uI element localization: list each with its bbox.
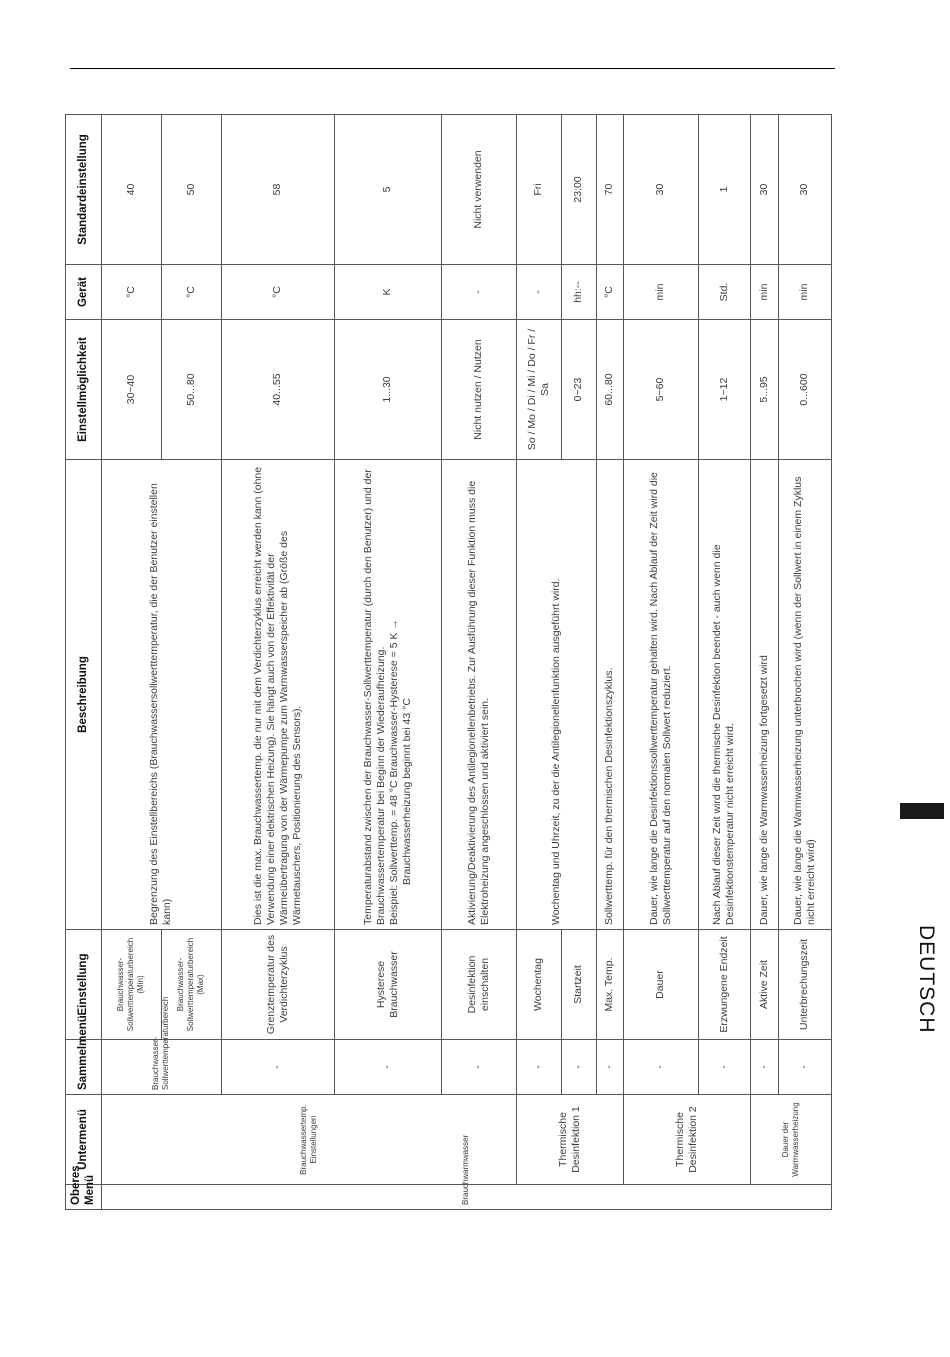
table-row <box>441 115 516 1210</box>
setting-cell: Brauchwasser-Sollwerttemperaturbereich (Max) <box>161 930 221 1040</box>
submenu-cell: Thermische Desinfektion 2 <box>623 1095 750 1185</box>
setting-cell: Dauer <box>623 930 698 1040</box>
setting-cell: Max. Temp. <box>596 930 623 1040</box>
unit-cell: °C <box>161 265 221 320</box>
table-row <box>623 115 698 1210</box>
collective-cell: - <box>516 1040 561 1095</box>
unit-cell: - <box>516 265 561 320</box>
collective-cell: - <box>778 1040 831 1095</box>
table-row <box>334 115 441 1210</box>
description-text: Temperaturabstand zwischen der Brauchwasser-Sollwerttemperatur (durch den Benutzer) und der Brauchwassertemperatur bei Beginn der Wiederaufheizung. <box>361 469 387 925</box>
unit-cell: min <box>778 265 831 320</box>
collective-cell: - <box>221 1040 334 1095</box>
setting-cell: Unterbrechungszeit <box>778 930 831 1040</box>
option-cell: Nicht nutzen / Nutzen <box>441 320 516 460</box>
table-row <box>596 115 623 1210</box>
settings-table-rotated <box>65 115 830 1210</box>
collective-cell: - <box>441 1040 516 1095</box>
unit-cell: min <box>623 265 698 320</box>
unit-cell: °C <box>221 265 334 320</box>
description-example-result: Brauchwasserheizung beginnt bei 43 °C <box>400 698 413 885</box>
language-tab-marker <box>900 803 944 819</box>
table-row <box>221 115 334 1210</box>
setting-cell: Brauchwasser-Sollwerttemperaturbereich (Min) <box>101 930 161 1040</box>
submenu-cell: Dauer der Warmwasserheizung <box>750 1095 831 1185</box>
col-header: Sammelmenü <box>66 1040 102 1095</box>
top-menu-cell: Brauchwarmwasser <box>101 1185 831 1210</box>
collective-cell: Brauchwasser-Sollwerttemperaturbereich <box>101 1040 221 1095</box>
collective-cell: - <box>623 1040 698 1095</box>
unit-cell: - <box>441 265 516 320</box>
unit-cell: Std. <box>698 265 750 320</box>
col-header: Standardeinstellung <box>66 115 102 265</box>
table-row <box>101 115 161 1210</box>
default-cell: 1 <box>698 115 750 265</box>
table-row <box>698 115 750 1210</box>
description-cell: Aktivierung/Deaktivierung des Antilegionellenbetriebs. Zur Ausführung dieser Funktion muss die Elektroheizung angeschlossen und aktiviert sein. <box>441 460 516 930</box>
description-cell: Dies ist die max. Brauchwassertemp. die nur mit dem Verdichterzyklus erreicht werden kann (ohne Verwendung einer elektrischen Heizung). Sie hängt auch von der Effektivität der Wärmeübertragung von der Wärmepumpe zum Warmwasserspeicher ab (Größe des Wärmetauschers, Positionierung des Sensors). <box>221 460 334 930</box>
header-row <box>66 115 102 1210</box>
unit-cell: hh:-- <box>561 265 596 320</box>
default-cell: Fri <box>516 115 561 265</box>
collective-cell: - <box>334 1040 441 1095</box>
setting-cell: Desinfektion einschalten <box>441 930 516 1040</box>
default-cell: 58 <box>221 115 334 265</box>
default-cell: 30 <box>778 115 831 265</box>
option-cell: 0...600 <box>778 320 831 460</box>
col-header: Gerät <box>66 265 102 320</box>
option-cell: 1...30 <box>334 320 441 460</box>
default-cell: Nicht verwenden <box>441 115 516 265</box>
unit-cell: °C <box>596 265 623 320</box>
setting-cell: Grenztemperatur des Verdichterzyklus <box>221 930 334 1040</box>
setting-cell: Aktive Zeit <box>750 930 778 1040</box>
description-cell: Dauer, wie lange die Warmwasserheizung unterbrochen wird (wenn der Sollwert in einem Zyklus nicht erreicht wird) <box>778 460 831 930</box>
default-cell: 40 <box>101 115 161 265</box>
collective-cell: - <box>561 1040 596 1095</box>
setting-cell: Erzwungene Endzeit <box>698 930 750 1040</box>
option-cell: 0~23 <box>561 320 596 460</box>
description-example: Beispiel: Sollwerttemp. = 48 °C Brauchwasser-Hysterese = 5 K → <box>387 619 400 925</box>
col-header: Untermenü <box>66 1095 102 1185</box>
col-header: Beschreibung <box>66 460 102 930</box>
description-cell: Wochentag und Uhrzeit, zu der die Antilegionellenfunktion ausgeführt wird. <box>516 460 596 930</box>
option-cell: 50...80 <box>161 320 221 460</box>
unit-cell: °C <box>101 265 161 320</box>
header-rule <box>70 68 835 69</box>
collective-cell: - <box>750 1040 778 1095</box>
option-cell: 1~12 <box>698 320 750 460</box>
collective-cell: - <box>596 1040 623 1095</box>
col-header: Einstellmöglichkeit <box>66 320 102 460</box>
col-header: Oberes Menü <box>66 1185 102 1210</box>
default-cell: 50 <box>161 115 221 265</box>
description-cell: Sollwerttemp. für den thermischen Desinfektionszyklus. <box>596 460 623 930</box>
submenu-cell: Brauchwassertemp. Einstellungen <box>101 1095 516 1185</box>
table-row <box>750 115 778 1210</box>
description-cell: Dauer, wie lange die Warmwasserheizung fortgesetzt wird <box>750 460 778 930</box>
table-row <box>516 115 561 1210</box>
unit-cell: K <box>334 265 441 320</box>
option-cell: 30~40 <box>101 320 161 460</box>
option-cell: 60...80 <box>596 320 623 460</box>
setting-cell: Wochentag <box>516 930 561 1040</box>
description-cell: Dauer, wie lange die Desinfektionssollwerttemperatur gehalten wird. Nach Ablauf der Zeit wird die Sollwerttemperatur auf den normalen Sollwert reduziert. <box>623 460 698 930</box>
setting-cell: Hysterese Brauchwasser <box>334 930 441 1040</box>
language-tab <box>900 803 944 1034</box>
option-cell: 5~60 <box>623 320 698 460</box>
col-header: Einstellung <box>66 930 102 1040</box>
default-cell: 5 <box>334 115 441 265</box>
description-cell: Nach Ablauf dieser Zeit wird die thermische Desinfektion beendet - auch wenn die Desinfektionstemperatur nicht erreicht wird. <box>698 460 750 930</box>
description-cell <box>334 460 441 930</box>
default-cell: 23:00 <box>561 115 596 265</box>
default-cell: 30 <box>623 115 698 265</box>
option-cell: So / Mo / Di / Mi / Do / Fr / Sa <box>516 320 561 460</box>
language-label: DEUTSCH <box>915 925 938 1034</box>
table-row <box>778 115 831 1210</box>
option-cell: 40...55 <box>221 320 334 460</box>
settings-table <box>65 114 832 1210</box>
default-cell: 70 <box>596 115 623 265</box>
collective-cell: - <box>698 1040 750 1095</box>
submenu-cell: Thermische Desinfektion 1 <box>516 1095 623 1185</box>
setting-cell: Startzeit <box>561 930 596 1040</box>
description-cell: Begrenzung des Einstellbereichs (Brauchwassersollwerttemperatur, die der Benutzer einstellen kann) <box>101 460 221 930</box>
default-cell: 30 <box>750 115 778 265</box>
option-cell: 5...95 <box>750 320 778 460</box>
unit-cell: min <box>750 265 778 320</box>
